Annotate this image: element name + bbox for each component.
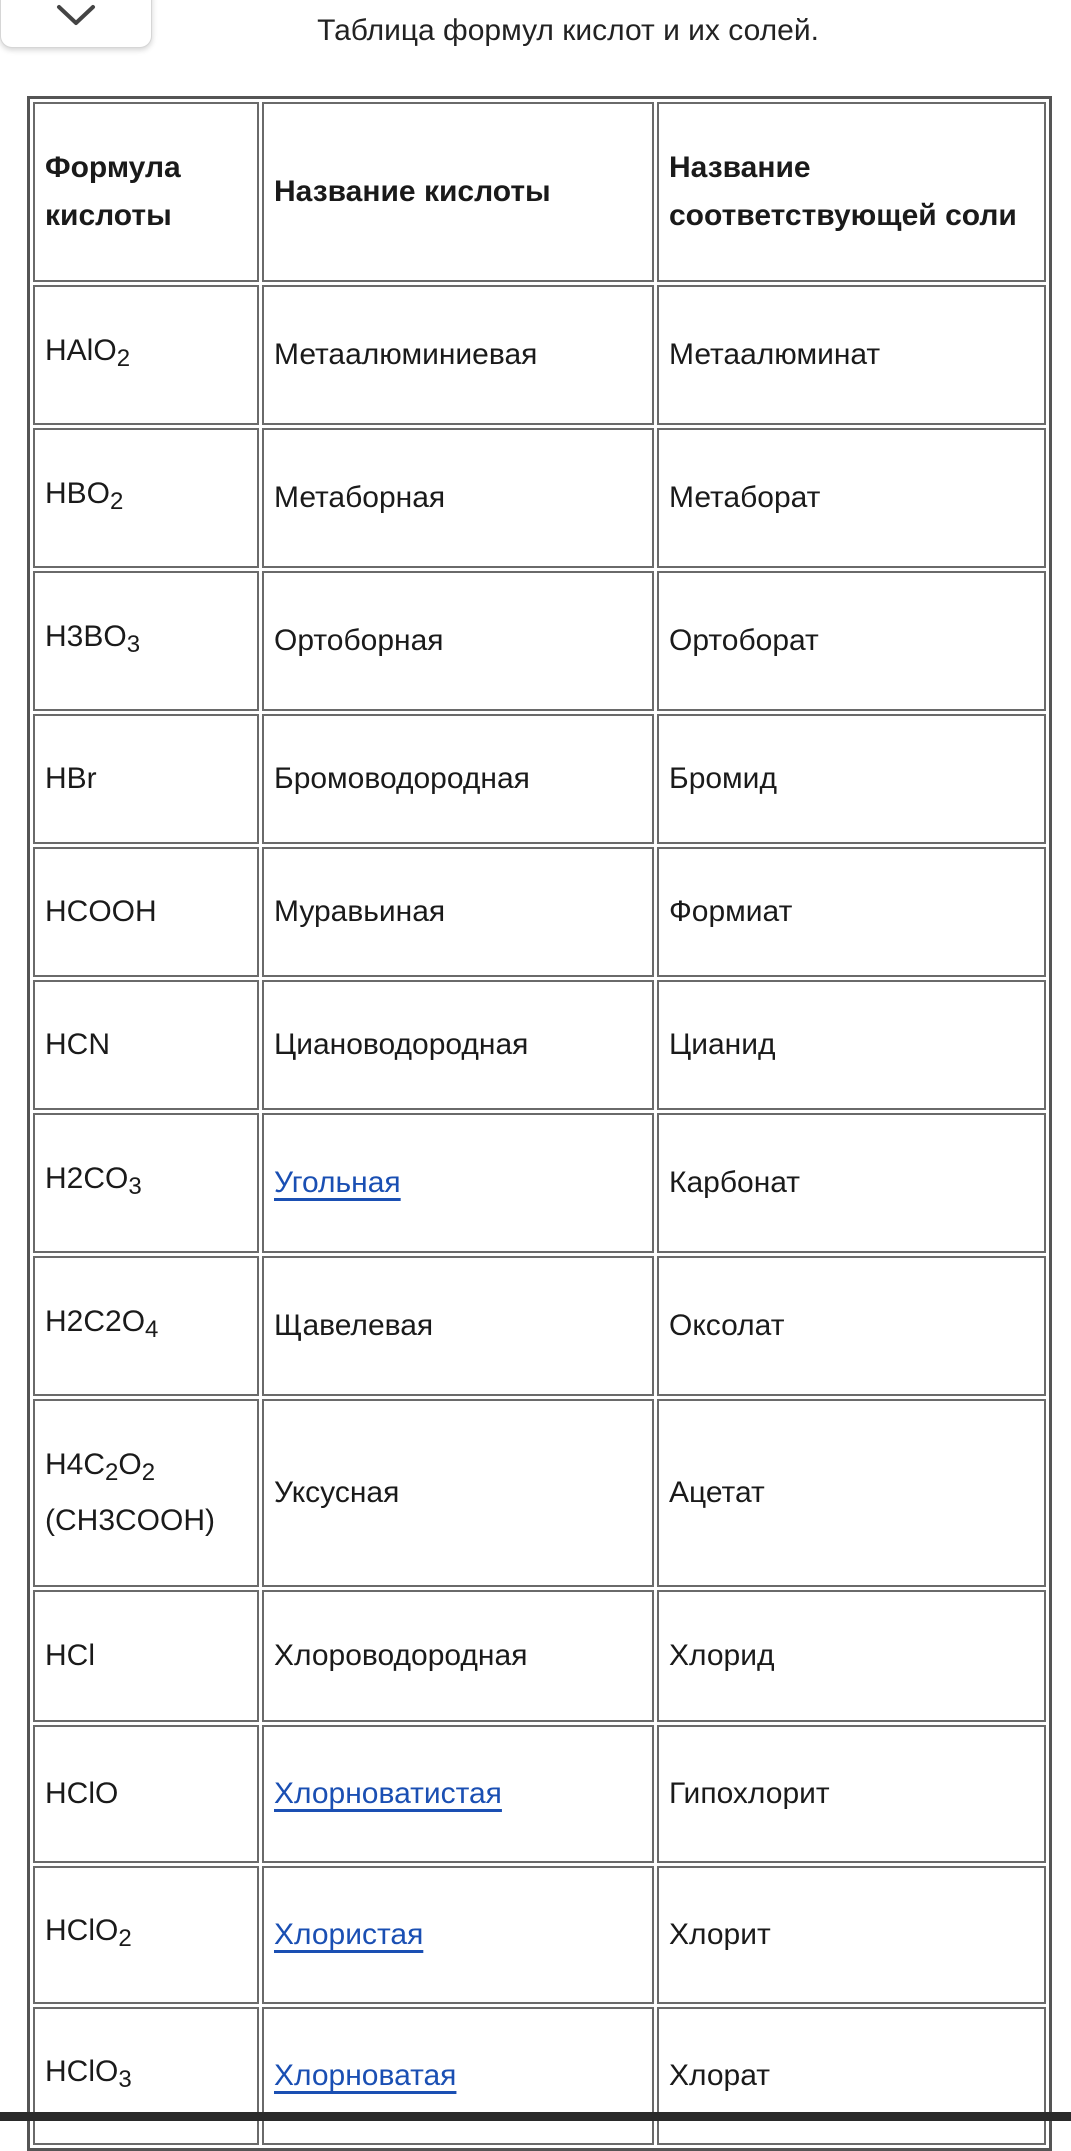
formula-cell bbox=[33, 285, 259, 425]
acid-name-link[interactable]: Хлористая bbox=[274, 1918, 424, 1951]
salt-name-cell: Цианид bbox=[657, 980, 1046, 1110]
salt-name-cell: Гипохлорит bbox=[657, 1725, 1046, 1863]
table-row bbox=[33, 2007, 1046, 2145]
formula-cell bbox=[33, 847, 259, 977]
formula-cell bbox=[33, 1725, 259, 1863]
formula-cell bbox=[33, 1399, 259, 1587]
salt-name-cell: Оксолат bbox=[657, 1256, 1046, 1396]
formula-cell bbox=[33, 1590, 259, 1722]
table-row bbox=[33, 1399, 1046, 1587]
bottom-edge-bar bbox=[0, 2112, 1071, 2121]
formula-cell bbox=[33, 1113, 259, 1253]
formula-text: HClO bbox=[45, 2055, 119, 2088]
acid-name-text: Щавелевая bbox=[274, 1309, 434, 1342]
acid-name-cell bbox=[262, 714, 654, 844]
header-acid-name: Название кислоты bbox=[262, 102, 654, 282]
acid-name-cell bbox=[262, 1590, 654, 1722]
formula-subscript: 2 bbox=[110, 488, 124, 515]
formula-text: HBO bbox=[45, 477, 111, 510]
acid-name-text: Бромоводородная bbox=[274, 762, 530, 795]
acid-name-cell bbox=[262, 285, 654, 425]
table-row bbox=[33, 285, 1046, 425]
formula-subscript: 3 bbox=[128, 1173, 142, 1200]
acid-name-cell bbox=[262, 2007, 654, 2145]
formula-text: (CH3COOH) bbox=[45, 1504, 215, 1537]
salt-name-cell: Ортоборат bbox=[657, 571, 1046, 711]
acid-name-cell bbox=[262, 1113, 654, 1253]
salt-name-cell: Формиат bbox=[657, 847, 1046, 977]
acid-name-link[interactable]: Хлорноватистая bbox=[274, 1777, 502, 1810]
table-row bbox=[33, 571, 1046, 711]
table-caption: Таблица формул кислот и их солей. bbox=[317, 14, 819, 47]
acid-name-text: Уксусная bbox=[274, 1476, 400, 1509]
salt-name-cell: Ацетат bbox=[657, 1399, 1046, 1587]
salt-name-cell: Карбонат bbox=[657, 1113, 1046, 1253]
salt-name-cell: Метаалюминат bbox=[657, 285, 1046, 425]
salt-name-cell: Хлорат bbox=[657, 2007, 1046, 2145]
formula-text: HCOOH bbox=[45, 895, 157, 928]
acid-name-text: Метаборная bbox=[274, 481, 446, 514]
acid-name-cell bbox=[262, 571, 654, 711]
formula-cell bbox=[33, 571, 259, 711]
acid-name-text: Ортоборная bbox=[274, 624, 444, 657]
table-row bbox=[33, 1256, 1046, 1396]
acid-name-cell bbox=[262, 1725, 654, 1863]
acid-name-cell bbox=[262, 1256, 654, 1396]
acids-table bbox=[30, 99, 1049, 2148]
acid-name-text: Хлороводородная bbox=[274, 1639, 528, 1672]
table-row bbox=[33, 1590, 1046, 1722]
acid-name-text: Муравьиная bbox=[274, 895, 446, 928]
salt-name-cell: Хлорит bbox=[657, 1866, 1046, 2004]
salt-name-cell: Бромид bbox=[657, 714, 1046, 844]
acid-name-link[interactable]: Хлорноватая bbox=[274, 2059, 457, 2092]
formula-text: HAlO bbox=[45, 334, 117, 367]
acid-name-cell bbox=[262, 980, 654, 1110]
formula-text: HBr bbox=[45, 762, 97, 795]
formula-cell bbox=[33, 2007, 259, 2145]
formula-text: H2C2O bbox=[45, 1305, 146, 1338]
formula-subscript: 2 bbox=[141, 1459, 156, 1486]
formula-text: H3BO bbox=[45, 620, 127, 653]
table-row bbox=[33, 980, 1046, 1110]
formula-cell bbox=[33, 428, 259, 568]
acids-table-container bbox=[27, 96, 1052, 2151]
formula-subscript: 3 bbox=[126, 631, 141, 658]
table-row bbox=[33, 1113, 1046, 1253]
acid-name-link[interactable]: Угольная bbox=[274, 1166, 401, 1199]
formula-text: HClO bbox=[45, 1777, 119, 1810]
formula-text: HCl bbox=[45, 1639, 95, 1672]
acid-name-cell bbox=[262, 1866, 654, 2004]
acid-name-cell bbox=[262, 1399, 654, 1587]
table-row bbox=[33, 1725, 1046, 1863]
formula-subscript: 2 bbox=[116, 345, 131, 372]
acid-name-cell bbox=[262, 847, 654, 977]
formula-subscript: 4 bbox=[145, 1316, 159, 1343]
formula-text: H4C bbox=[45, 1448, 106, 1481]
formula-cell bbox=[33, 1866, 259, 2004]
formula-cell bbox=[33, 980, 259, 1110]
formula-cell bbox=[33, 1256, 259, 1396]
acid-name-text: Циановодородная bbox=[274, 1028, 529, 1061]
formula-text: HCN bbox=[45, 1028, 110, 1061]
header-salt-name: Название соответствующей соли bbox=[657, 102, 1046, 282]
table-header-row bbox=[33, 102, 1046, 282]
acid-name-cell bbox=[262, 428, 654, 568]
formula-subscript: 2 bbox=[105, 1459, 119, 1486]
table-row bbox=[33, 428, 1046, 568]
header-formula: Формула кислоты bbox=[33, 102, 259, 282]
formula-subscript: 2 bbox=[118, 1925, 132, 1952]
table-row bbox=[33, 714, 1046, 844]
formula-text: H2CO bbox=[45, 1162, 129, 1195]
formula-subscript: 3 bbox=[118, 2066, 132, 2093]
table-row bbox=[33, 1866, 1046, 2004]
acid-name-text: Метаалюминиевая bbox=[274, 338, 538, 371]
salt-name-cell: Хлорид bbox=[657, 1590, 1046, 1722]
formula-text: HClO bbox=[45, 1914, 119, 1947]
formula-text: O bbox=[118, 1448, 142, 1481]
formula-cell bbox=[33, 714, 259, 844]
salt-name-cell: Метаборат bbox=[657, 428, 1046, 568]
table-row bbox=[33, 847, 1046, 977]
